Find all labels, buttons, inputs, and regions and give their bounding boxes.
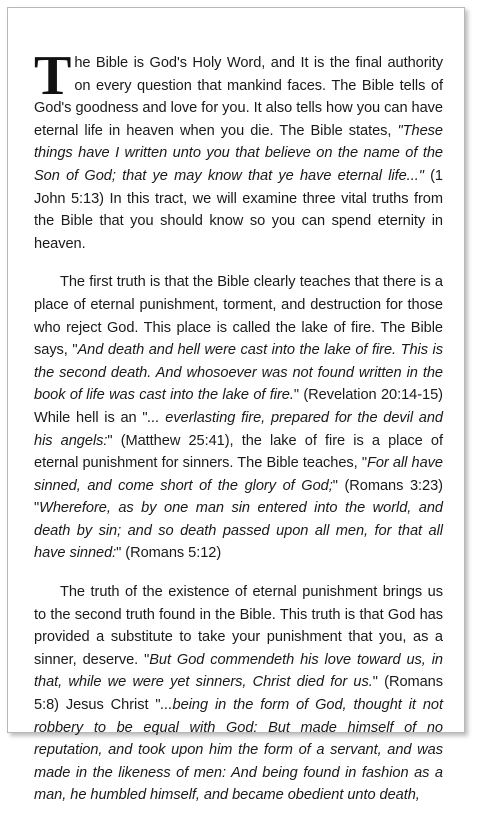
body-text: The first truth is that the Bible clearly teaches that there is a place of eternal punishment, torment, and destruction for those who reject God. This place is called the lake of fire. The Bible says, " — [34, 274, 443, 359]
paragraph-intro — [34, 45, 443, 255]
scripture-quote: "These things have I written unto you that believe on the name of the Son of God; that ye may know that ye have eternal life..." — [34, 122, 443, 184]
paragraph-second-truth — [34, 581, 443, 807]
body-text: " (Romans 3:23) " — [34, 477, 443, 517]
body-text: The truth of the existence of eternal punishment brings us to the second truth found in the Bible. This truth is that God has provided a substitute to take your punishment that you, as a sinner, deserve. " — [34, 584, 443, 668]
body-text: he Bible is God's Holy Word, and It is the final authority on every question that mankind faces. The Bible tells of God's goodness and love for you. It also tells how you can have eternal life in heaven when you die. The Bible states, — [34, 55, 443, 139]
scripture-quote: For all have sinned, and come short of the glory of God; — [34, 455, 443, 494]
scripture-quote: And death and hell were cast into the lake of fire. This is the second death. And whosoever was not found written in the book of life was cast into the lake of fire. — [34, 342, 443, 404]
body-text: " (Matthew 25:41), the lake of fire is a place of eternal punishment for sinners. The Bible teaches, " — [34, 432, 443, 472]
body-text: " (Romans 5:8) Jesus Christ " — [34, 674, 443, 714]
body-text: (1 John 5:13) In this tract, we will examine three vital truths from the Bible that you should know so you can spend eternity in heaven. — [34, 167, 443, 252]
scripture-quote: But God commendeth his love toward us, in that, while we were yet sinners, Christ died for us. — [34, 651, 443, 691]
drop-cap: T — [34, 45, 72, 107]
paragraph-first-truth — [34, 271, 443, 565]
body-text: " (Revelation 20:14-15) While hell is an " — [34, 387, 443, 426]
scripture-quote: Wherefore, as by one man sin entered into the world, and death by sin; and so death passed upon all men, for that all have sinned: — [34, 500, 443, 562]
tract-text — [34, 45, 443, 823]
tract-page — [7, 7, 465, 804]
body-text: " (Romans 5:12) — [116, 545, 222, 562]
scripture-quote: ... everlasting fire, prepared for the devil and his angels: — [34, 409, 443, 449]
scripture-quote: ...being in the form of God, thought it not robbery to be equal with God: But made himself of no reputation, and took upon him the form of a servant, and was made in the likeness of men: And being found in fashion as a man, he humbled himself, and became obedient unto death, — [34, 697, 443, 804]
